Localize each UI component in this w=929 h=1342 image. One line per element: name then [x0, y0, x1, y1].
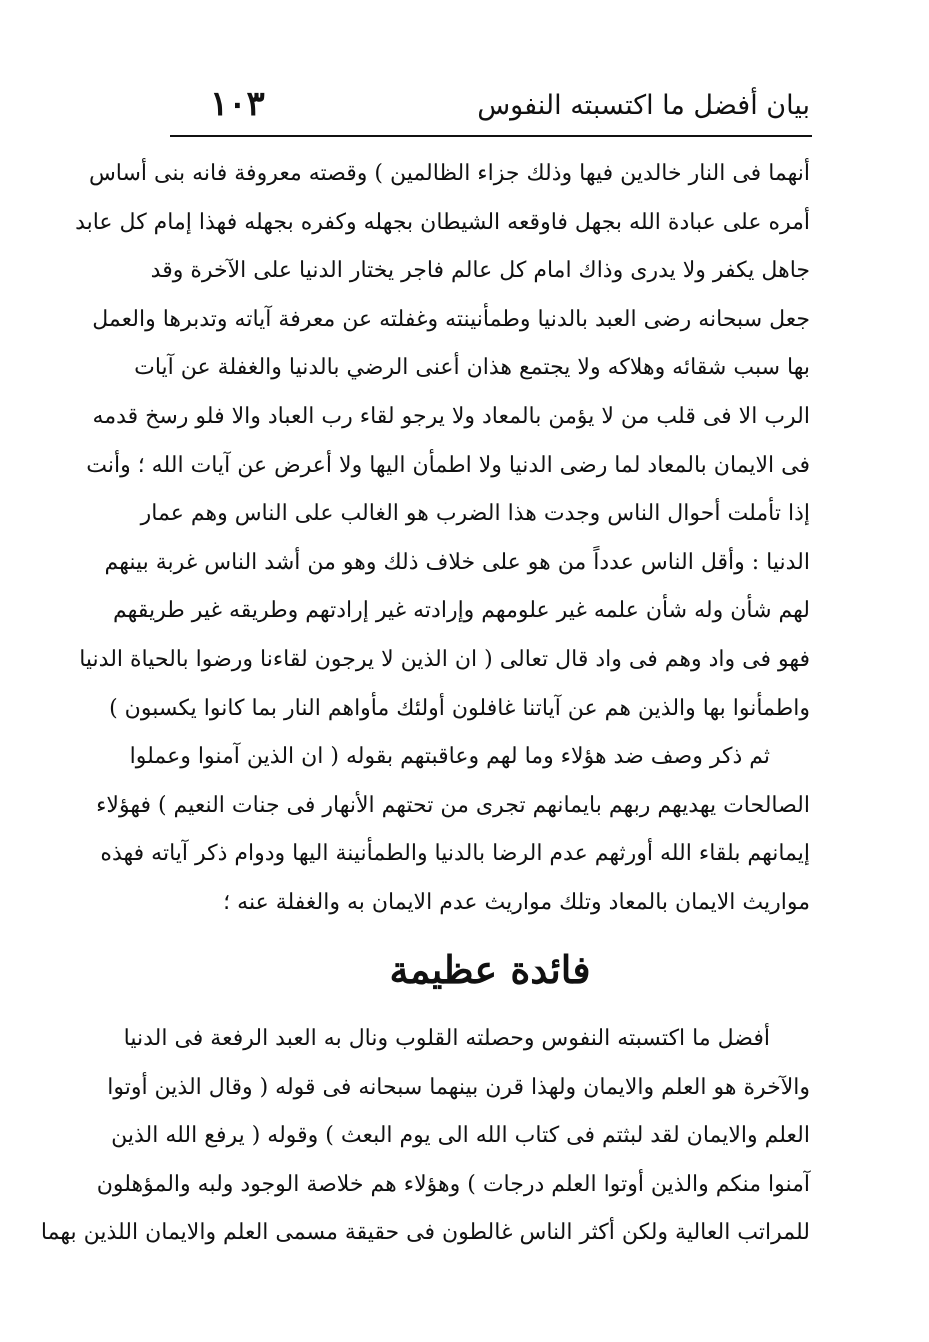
- section-heading: فائدة عظيمة: [389, 947, 591, 992]
- text-line: الدنيا : وأقل الناس عدداً من هو على خلاف ذلك وهو من أشد الناس غربة بينهم: [104, 549, 810, 575]
- text-line: مواريث الايمان بالمعاد وتلك مواريث عدم الايمان به والغفلة عنه ؛: [223, 889, 810, 915]
- main-text-block: [75, 150, 810, 928]
- header-rule: [170, 135, 812, 137]
- text-line: الصالحات يهديهم ربهم بايمانهم تجرى من تحتهم الأنهار فى جنات النعيم ) فهؤلاء: [96, 792, 810, 818]
- text-line: آمنوا منكم والذين أوتوا العلم درجات ) وهؤلاء هم خلاصة الوجود ولبه والمؤهلون: [96, 1171, 810, 1197]
- page-number: ١٠٣: [210, 84, 265, 124]
- text-line: ثم ذكر وصف ضد هؤلاء وما لهم وعاقبتهم بقوله ( ان الذين آمنوا وعملوا: [129, 744, 770, 770]
- running-title: بيان أفضل ما اكتسبته النفوس: [477, 90, 810, 121]
- text-line: فهو فى واد وهم فى واد قال تعالى ( ان الذين لا يرجون لقاءنا ورضوا بالحياة الدنيا: [79, 646, 810, 672]
- section-text-block: [40, 1015, 810, 1258]
- text-line: أفضل ما اكتسبته النفوس وحصلته القلوب ونال به العبد الرفعة فى الدنيا: [123, 1026, 770, 1051]
- text-line: لهم شأن وله شأن علمه غير علومهم وإرادته غير إرادتهم وطريقه غير طريقهم: [113, 598, 810, 624]
- text-line: واطمأنوا بها والذين هم عن آياتنا غافلون أولئك مأواهم النار بما كانوا يكسبون ): [109, 695, 810, 721]
- text-line: والآخرة هو العلم والايمان ولهذا قرن بينهما سبحانه فى قوله ( وقال الذين أوتوا: [107, 1074, 810, 1100]
- text-line: إيمانهم بلقاء الله أورثهم عدم الرضا بالدنيا والطمأنينة اليها ودوام ذكر آياته فهذه: [100, 841, 810, 867]
- text-line: إذا تأملت أحوال الناس وجدت هذا الضرب هو الغالب على الناس وهم عمار: [140, 501, 810, 527]
- text-line: جعل سبحانه رضى العبد بالدنيا وطمأنينته وغفلته عن معرفة آياته وتدبرها والعمل: [92, 306, 810, 332]
- text-line: جاهل يكفر ولا يدرى وذاك امام كل عالم فاجر يختار الدنيا على الآخرة وقد: [150, 258, 810, 284]
- text-line: أنهما فى النار خالدين فيها وذلك جزاء الظالمين ) وقصته معروفة فانه بنى أساس: [88, 161, 810, 186]
- page-header: [170, 80, 810, 132]
- text-line: العلم والايمان لقد لبثتم فى كتاب الله الى يوم البعث ) وقوله ( يرفع الله الذين: [111, 1123, 810, 1149]
- text-line: للمراتب العالية ولكن أكثر الناس غالطون فى حقيقة مسمى العلم والايمان اللذين بهما: [40, 1220, 810, 1246]
- text-line: الرب الا فى قلب من لا يؤمن بالمعاد ولا يرجو لقاء رب العباد والا فلو رسخ قدمه: [92, 403, 810, 429]
- text-line: أمره على عبادة الله بجهل فاوقعه الشيطان بجهله وكفره بجهله فهذا إمام كل عابد: [75, 209, 810, 235]
- text-line: بها سبب شقائه وهلاكه ولا يجتمع هذان أعنى الرضي بالدنيا والغفلة عن آيات: [134, 355, 810, 381]
- text-line: فى الايمان بالمعاد لما رضى الدنيا ولا اطمأن اليها ولا أعرض عن آيات الله ؛ وأنت: [86, 452, 810, 478]
